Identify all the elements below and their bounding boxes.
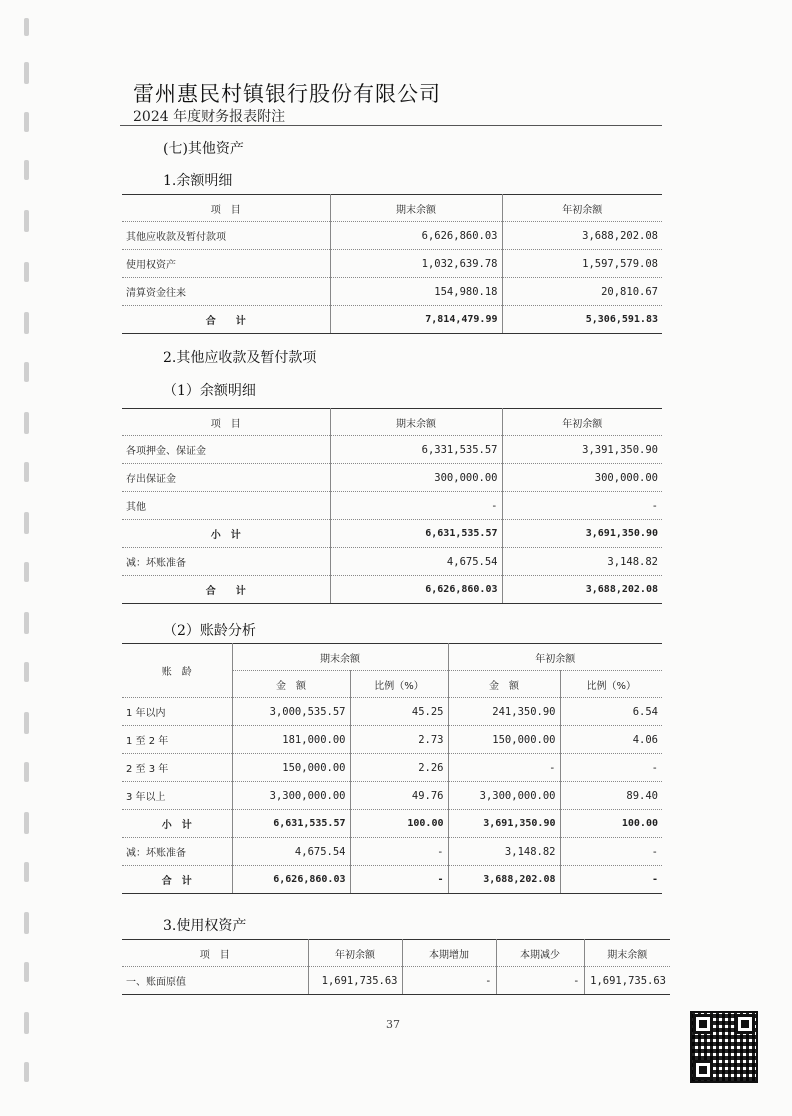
begin-balance: 1,597,579.08 bbox=[502, 250, 662, 278]
part-2-title: （2）账龄分析 bbox=[163, 623, 256, 639]
allowance-row bbox=[122, 548, 662, 576]
total-row bbox=[122, 576, 662, 604]
begin-amount: - bbox=[448, 754, 560, 782]
end-amount: 181,000.00 bbox=[232, 726, 350, 754]
receivables-detail-table bbox=[122, 408, 662, 604]
table-row bbox=[122, 464, 662, 492]
col-header-item: 项 目 bbox=[122, 409, 330, 436]
end-ratio: 45.25 bbox=[350, 698, 448, 726]
subtotal-row bbox=[122, 810, 662, 838]
col-header-end-amount: 金 额 bbox=[232, 671, 350, 698]
total-end-amount: 6,626,860.03 bbox=[232, 866, 350, 894]
begin-ratio: 89.40 bbox=[560, 782, 662, 810]
table-row bbox=[122, 698, 662, 726]
col-header-end-balance: 期末余额 bbox=[232, 644, 448, 671]
table-row bbox=[122, 726, 662, 754]
total-label: 合 计 bbox=[122, 576, 330, 604]
col-header-begin-ratio: 比例（%） bbox=[560, 671, 662, 698]
col-header-end-balance: 期末余额 bbox=[584, 940, 670, 967]
col-header-aging: 账 龄 bbox=[122, 644, 232, 698]
aging-label: 1 至 2 年 bbox=[122, 726, 232, 754]
begin-balance: 20,810.67 bbox=[502, 278, 662, 306]
row-label: 存出保证金 bbox=[122, 464, 330, 492]
begin-ratio: 6.54 bbox=[560, 698, 662, 726]
end-balance: - bbox=[330, 492, 502, 520]
col-header-begin-balance: 年初余额 bbox=[502, 409, 662, 436]
total-begin: 5,306,591.83 bbox=[502, 306, 662, 334]
begin-amount: 150,000.00 bbox=[448, 726, 560, 754]
begin-balance: 3,391,350.90 bbox=[502, 436, 662, 464]
begin-amount: 241,350.90 bbox=[448, 698, 560, 726]
end-ratio: 49.76 bbox=[350, 782, 448, 810]
allowance-label: 减：坏账准备 bbox=[122, 838, 232, 866]
total-label: 合 计 bbox=[122, 306, 330, 334]
col-header-item: 项 目 bbox=[122, 940, 308, 967]
subtotal-label: 小 计 bbox=[122, 520, 330, 548]
aging-label: 1 年以内 bbox=[122, 698, 232, 726]
end-balance: 154,980.18 bbox=[330, 278, 502, 306]
subtotal-end-amount: 6,631,535.57 bbox=[232, 810, 350, 838]
total-label: 合 计 bbox=[122, 866, 232, 894]
row-label: 其他应收款及暂付款项 bbox=[122, 222, 330, 250]
subtotal-end: 6,631,535.57 bbox=[330, 520, 502, 548]
end-amount: 150,000.00 bbox=[232, 754, 350, 782]
allowance-end: 4,675.54 bbox=[330, 548, 502, 576]
begin-balance: - bbox=[502, 492, 662, 520]
table-row bbox=[122, 754, 662, 782]
decrease: - bbox=[496, 967, 584, 995]
total-begin: 3,688,202.08 bbox=[502, 576, 662, 604]
row-label: 清算资金往来 bbox=[122, 278, 330, 306]
table-row bbox=[122, 278, 662, 306]
allowance-end-amount: 4,675.54 bbox=[232, 838, 350, 866]
subtotal-begin: 3,691,350.90 bbox=[502, 520, 662, 548]
subsection-1-title: 1.余额明细 bbox=[163, 173, 233, 189]
subtotal-end-ratio: 100.00 bbox=[350, 810, 448, 838]
end-balance: 1,691,735.63 bbox=[584, 967, 670, 995]
col-header-begin-balance: 年初余额 bbox=[448, 644, 662, 671]
col-header-begin-balance: 年初余额 bbox=[308, 940, 402, 967]
col-header-begin-balance: 年初余额 bbox=[502, 195, 662, 222]
table-row bbox=[122, 492, 662, 520]
begin-ratio: 4.06 bbox=[560, 726, 662, 754]
part-1-title: （1）余额明细 bbox=[163, 383, 256, 399]
table-row bbox=[122, 436, 662, 464]
subtotal-begin-amount: 3,691,350.90 bbox=[448, 810, 560, 838]
col-header-begin-amount: 金 额 bbox=[448, 671, 560, 698]
end-amount: 3,300,000.00 bbox=[232, 782, 350, 810]
total-end-ratio: - bbox=[350, 866, 448, 894]
table-row bbox=[122, 222, 662, 250]
begin-ratio: - bbox=[560, 754, 662, 782]
right-of-use-assets-table bbox=[122, 939, 670, 995]
allowance-begin-amount: 3,148.82 bbox=[448, 838, 560, 866]
total-row bbox=[122, 306, 662, 334]
end-ratio: 2.26 bbox=[350, 754, 448, 782]
qr-code-icon bbox=[690, 1011, 758, 1083]
subtotal-label: 小 计 bbox=[122, 810, 232, 838]
end-balance: 6,331,535.57 bbox=[330, 436, 502, 464]
header-rule bbox=[120, 125, 662, 126]
end-balance: 1,032,639.78 bbox=[330, 250, 502, 278]
company-name: 雷州惠民村镇银行股份有限公司 bbox=[133, 82, 441, 106]
row-label: 各项押金、保证金 bbox=[122, 436, 330, 464]
total-begin-ratio: - bbox=[560, 866, 662, 894]
subtotal-begin-ratio: 100.00 bbox=[560, 810, 662, 838]
total-row bbox=[122, 866, 662, 894]
begin-balance: 3,688,202.08 bbox=[502, 222, 662, 250]
subsection-2-title: 2.其他应收款及暂付款项 bbox=[163, 350, 317, 366]
aging-analysis-table bbox=[122, 643, 662, 894]
end-balance: 300,000.00 bbox=[330, 464, 502, 492]
col-header-increase: 本期增加 bbox=[402, 940, 496, 967]
row-label: 一、账面原值 bbox=[122, 967, 308, 995]
begin-amount: 3,300,000.00 bbox=[448, 782, 560, 810]
end-amount: 3,000,535.57 bbox=[232, 698, 350, 726]
allowance-label: 减：坏账准备 bbox=[122, 548, 330, 576]
begin-balance: 300,000.00 bbox=[502, 464, 662, 492]
page-number: 37 bbox=[386, 1018, 400, 1031]
row-label: 其他 bbox=[122, 492, 330, 520]
aging-label: 2 至 3 年 bbox=[122, 754, 232, 782]
allowance-row bbox=[122, 838, 662, 866]
aging-label: 3 年以上 bbox=[122, 782, 232, 810]
subsection-3-title: 3.使用权资产 bbox=[163, 918, 247, 934]
begin-balance: 1,691,735.63 bbox=[308, 967, 402, 995]
total-end: 7,814,479.99 bbox=[330, 306, 502, 334]
row-label: 使用权资产 bbox=[122, 250, 330, 278]
allowance-end-ratio: - bbox=[350, 838, 448, 866]
total-end: 6,626,860.03 bbox=[330, 576, 502, 604]
increase: - bbox=[402, 967, 496, 995]
end-balance: 6,626,860.03 bbox=[330, 222, 502, 250]
table-row bbox=[122, 782, 662, 810]
section-title: (七)其他资产 bbox=[163, 141, 244, 157]
allowance-begin-ratio: - bbox=[560, 838, 662, 866]
subtotal-row bbox=[122, 520, 662, 548]
balance-detail-table bbox=[122, 194, 662, 334]
col-header-end-balance: 期末余额 bbox=[330, 409, 502, 436]
report-subtitle: 2024 年度财务报表附注 bbox=[133, 109, 286, 125]
table-row bbox=[122, 967, 670, 995]
col-header-decrease: 本期减少 bbox=[496, 940, 584, 967]
end-ratio: 2.73 bbox=[350, 726, 448, 754]
col-header-item: 项 目 bbox=[122, 195, 330, 222]
col-header-end-balance: 期末余额 bbox=[330, 195, 502, 222]
table-row bbox=[122, 250, 662, 278]
col-header-end-ratio: 比例（%） bbox=[350, 671, 448, 698]
allowance-begin: 3,148.82 bbox=[502, 548, 662, 576]
total-begin-amount: 3,688,202.08 bbox=[448, 866, 560, 894]
